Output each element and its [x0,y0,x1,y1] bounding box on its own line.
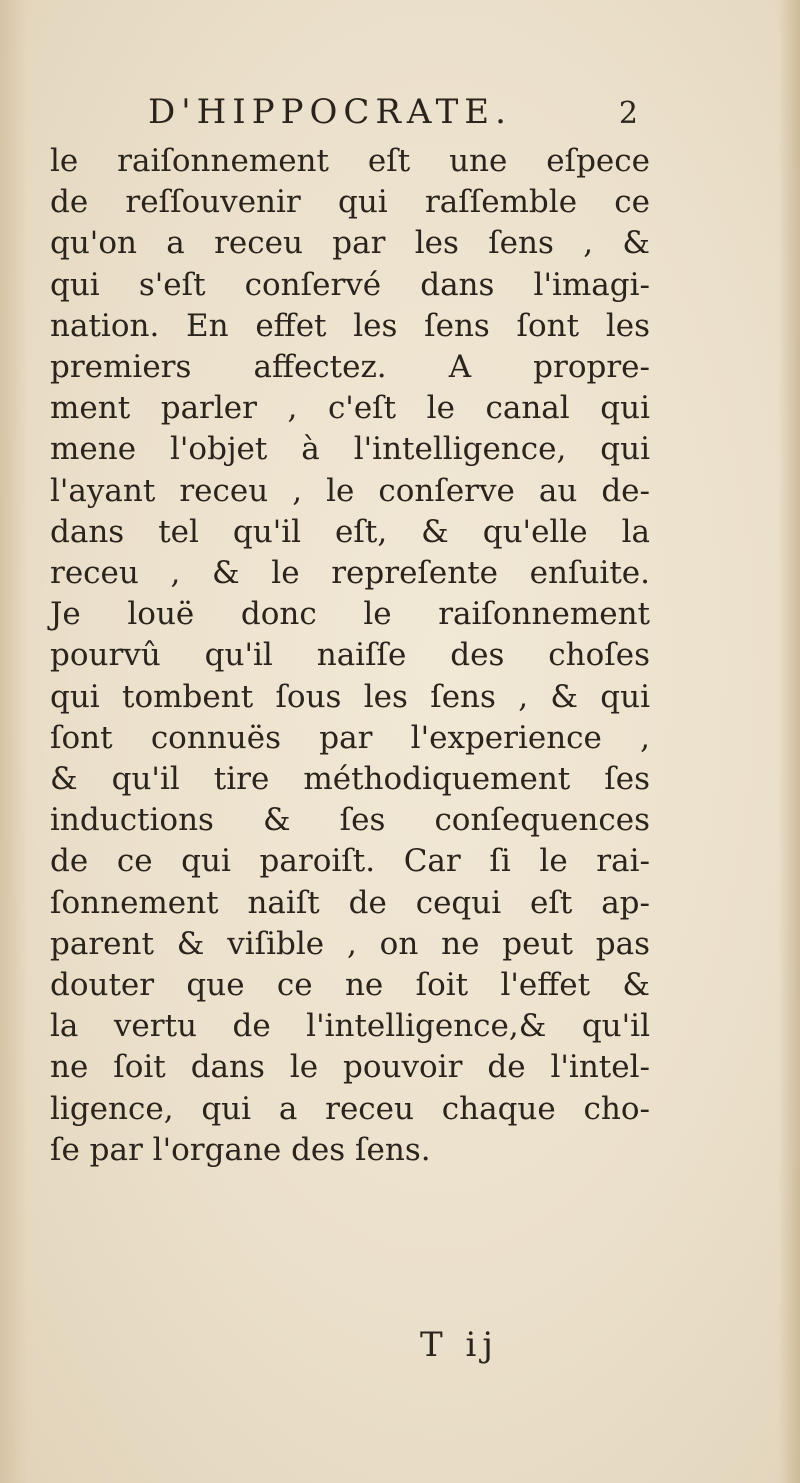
page-number: 2 [618,96,638,131]
signature-mark: T ij [420,1325,499,1365]
text-line: ment parler , c'eſt le canal qui [50,390,650,427]
text-line: de ce qui paroiſt. Car ſi le rai- [50,843,650,880]
page-left-shadow [0,0,28,1483]
text-line: qui s'eſt conſervé dans l'imagi- [50,266,650,303]
page-right-shadow [778,0,800,1483]
text-line: la vertu de l'intelligence,& qu'il [50,1008,650,1045]
text-line: qu'on a receu par les ſens , & [50,225,650,262]
text-line: de reſſouvenir qui raſſemble ce [50,184,650,221]
text-line: ſonnement naiſt de cequi eſt ap- [50,884,650,921]
running-title: D'HIPPOCRATE. [148,92,512,132]
text-line: ne ſoit dans le pouvoir de l'intel- [50,1049,650,1086]
text-line: Je louë donc le raiſonnement [50,596,650,633]
text-line: & qu'il tire méthodiquement ſes [50,761,650,798]
text-line-last: ſe par l'organe des ſens. [50,1131,431,1168]
text-line: inductions & ſes conſequences [50,802,650,839]
body-text [50,141,650,1171]
text-line: ſont connuës par l'experience , [50,719,650,756]
text-line: nation. En effet les ſens ſont les [50,307,650,344]
text-line: le raiſonnement eſt une eſpece [50,143,650,179]
text-line: premiers affectez. A propre- [50,349,650,386]
text-line: l'ayant receu , le conſerve au de- [50,472,650,509]
text-line: dans tel qu'il eſt, & qu'elle la [50,513,650,550]
text-line: parent & viſible , on ne peut pas [50,925,650,962]
text-line: douter que ce ne ſoit l'effet & [50,967,650,1004]
running-header [148,92,638,132]
text-line: qui tombent ſous les ſens , & qui [50,678,650,715]
text-line: pourvû qu'il naiſſe des choſes [50,637,650,674]
text-line: receu , & le repreſente enſuite. [50,555,650,592]
text-line: ligence, qui a receu chaque cho- [50,1090,650,1127]
text-line: mene l'objet à l'intelligence, qui [50,431,650,468]
